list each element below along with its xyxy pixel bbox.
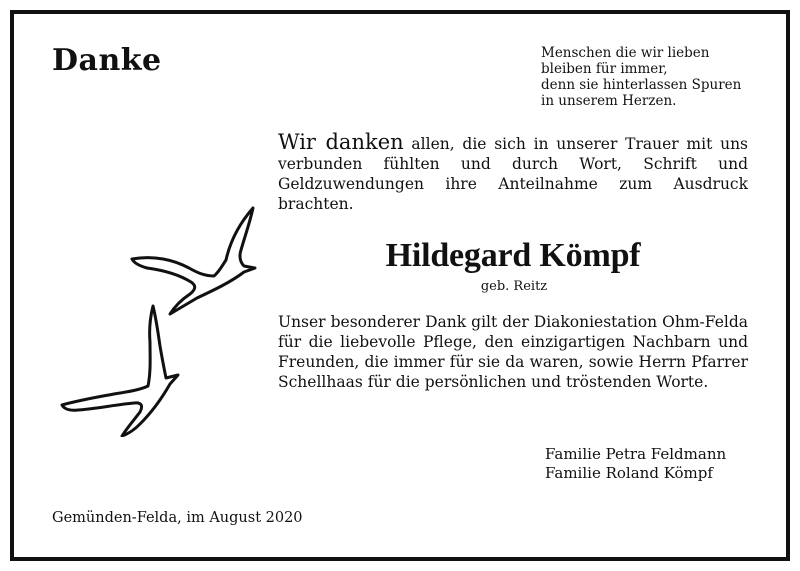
two-flying-birds-icon xyxy=(54,192,274,437)
poem-line: Menschen die wir lieben xyxy=(541,45,710,61)
poem-line: in unserem Herzen. xyxy=(541,93,677,109)
poem-line: denn sie hinterlassen Spuren xyxy=(541,77,742,93)
signature-line: Familie Roland Kömpf xyxy=(545,464,713,482)
maiden-name: geb. Reitz xyxy=(480,279,548,294)
poem-line: bleiben für immer, xyxy=(541,61,668,77)
signatures xyxy=(545,445,726,483)
memorial-poem xyxy=(541,45,771,109)
obituary-notice-frame xyxy=(10,10,790,561)
thanks-paragraph xyxy=(278,132,748,214)
lower-bird-icon xyxy=(62,306,178,436)
thanks-lead: Wir danken xyxy=(278,130,404,154)
special-thanks-paragraph: Unser besonderer Dank gilt der Diakoniestation Ohm-Felda für die liebevolle Pflege, den einzigartigen Nachbarn und Freunden, die immer für sie da waren, sowie Herrn Pfarrer Schellhaas für die persönlichen und tröstenden Worte. xyxy=(278,313,748,391)
place-and-date: Gemünden-Felda, im August 2020 xyxy=(52,510,303,526)
thanks-body: allen, die sich in unserer Trauer mit uns verbunden fühlten und durch Wort, Schrift und Geldzuwendungen ihre Anteilnahme zum Ausdruck brachten. xyxy=(278,135,748,213)
notice-heading: Danke xyxy=(52,43,162,78)
upper-bird-icon xyxy=(132,208,255,314)
deceased-name: Hildegard Kömpf xyxy=(385,237,641,274)
signature-line: Familie Petra Feldmann xyxy=(545,445,727,463)
